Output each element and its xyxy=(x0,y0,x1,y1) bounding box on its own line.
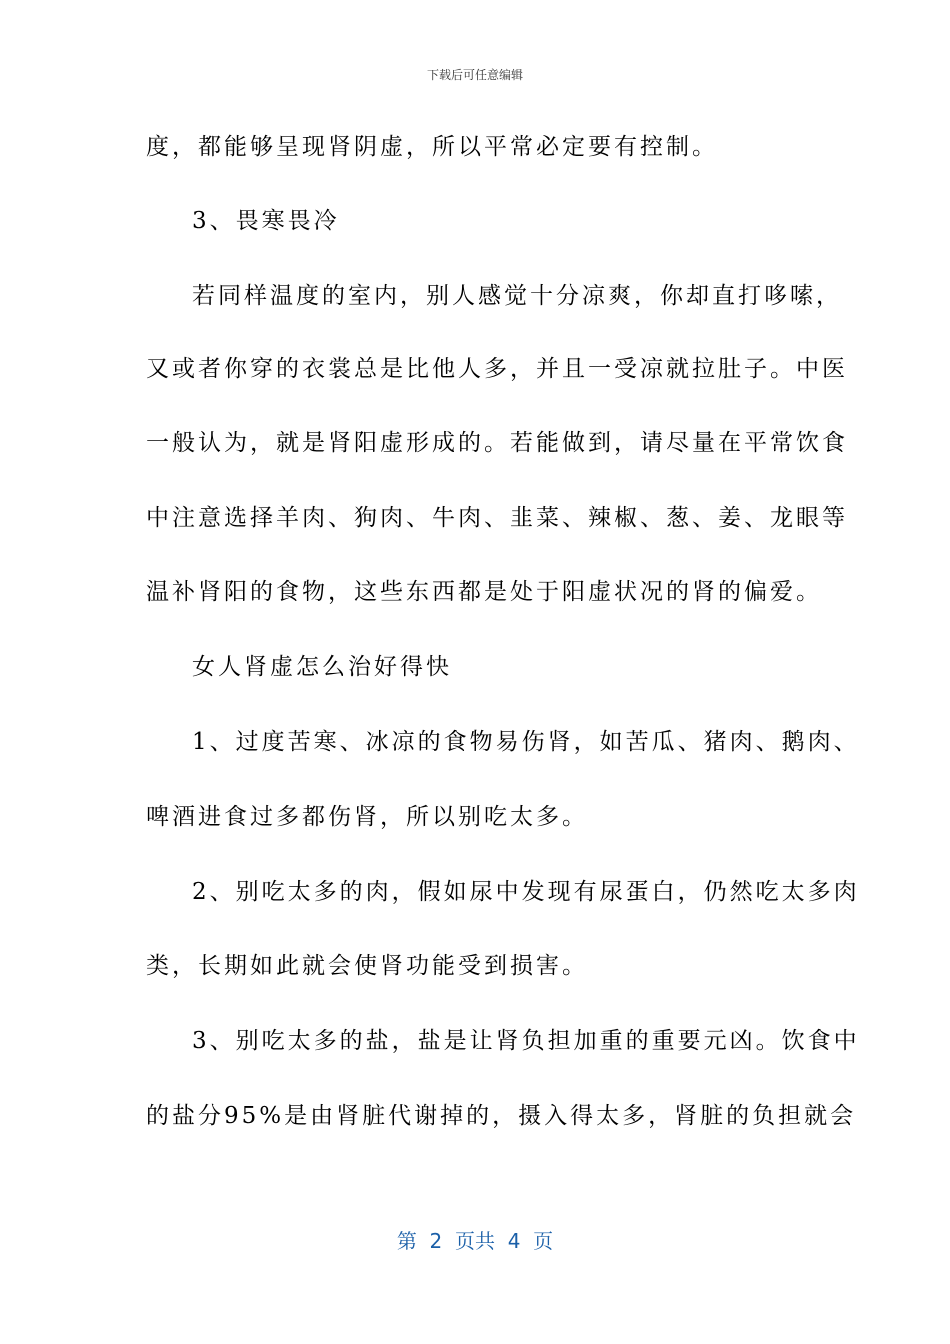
text-line: 类，长期如此就会使肾功能受到损害。 xyxy=(146,953,588,979)
page-header-note: 下载后可任意编辑 xyxy=(426,68,523,82)
section-heading: 3、畏寒畏冷 xyxy=(192,208,340,234)
text-line: 2、别吃太多的肉，假如尿中发现有尿蛋白，仍然吃太多肉 xyxy=(192,879,860,905)
page-number-footer: 第 2 页共 4 页 xyxy=(396,1229,554,1253)
text-line: 的盐分95%是由肾脏代谢掉的，摄入得太多，肾脏的负担就会 xyxy=(146,1103,857,1129)
section-heading: 女人肾虚怎么治好得快 xyxy=(192,654,452,680)
text-line: 中注意选择羊肉、狗肉、牛肉、韭菜、辣椒、葱、姜、龙眼等 xyxy=(146,505,848,531)
text-line: 又或者你穿的衣裳总是比他人多，并且一受凉就拉肚子。中医 xyxy=(146,356,848,382)
text-line: 温补肾阳的食物，这些东西都是处于阳虚状况的肾的偏爱。 xyxy=(146,579,822,605)
text-line: 度，都能够呈现肾阴虚，所以平常必定要有控制。 xyxy=(146,134,718,160)
text-line: 若同样温度的室内，别人感觉十分凉爽，你却直打哆嗦， xyxy=(192,283,842,309)
text-line: 1、过度苦寒、冰凉的食物易伤肾，如苦瓜、猪肉、鹅肉、 xyxy=(192,729,860,755)
text-line: 一般认为，就是肾阳虚形成的。若能做到，请尽量在平常饮食 xyxy=(146,430,848,456)
text-line: 啤酒进食过多都伤肾，所以别吃太多。 xyxy=(146,804,588,830)
text-line: 3、别吃太多的盐，盐是让肾负担加重的重要元凶。饮食中 xyxy=(192,1028,860,1054)
